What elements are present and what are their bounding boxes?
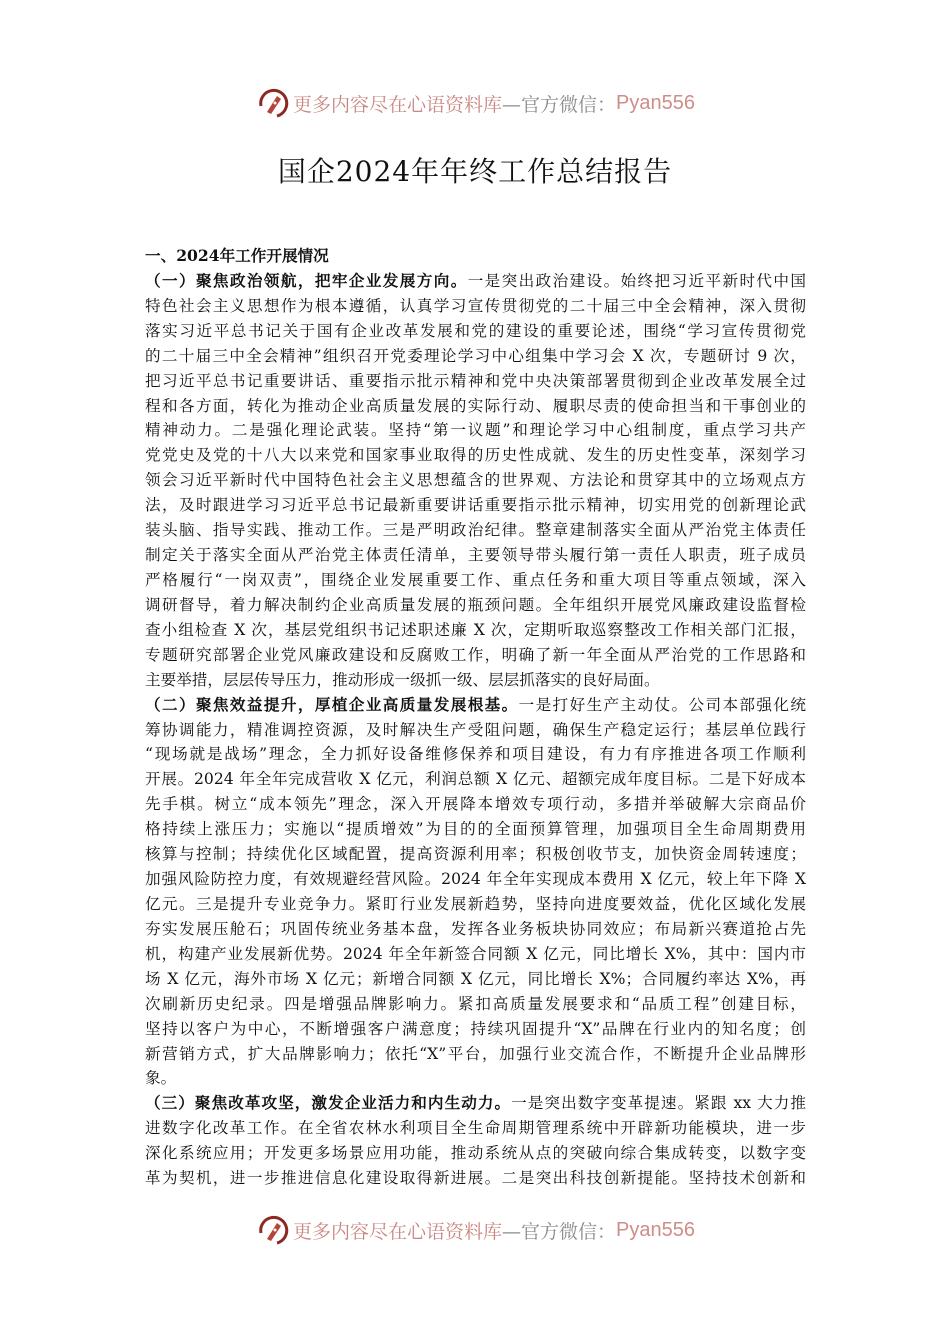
- line-text: 特色社会主义思想作为根本遵循，认真学习宣传贯彻党的二十届三中全会精神，深入贯彻: [145, 296, 806, 315]
- line-text: 制定关于落实全面从严治党主体责任清单，主要领导带头履行第一责任人职责，班子成员: [145, 546, 806, 565]
- paragraph-lead: （三）聚焦改革攻坚，激发企业活力和内生动力。: [145, 1093, 512, 1113]
- line-text: 精神动力。二是强化理论武装。坚持“第一议题”和理论学习中心组制度，重点学习共产: [145, 421, 806, 440]
- paragraph-line: [145, 394, 806, 419]
- document-body: [145, 244, 806, 1191]
- paragraph-line: [145, 1116, 806, 1141]
- line-text: “现场就是战场”理念，全力抓好设备维修保养和项目建设，有力有序推进各项工作顺利: [145, 745, 806, 764]
- watermark-banner-bottom: [0, 1213, 950, 1247]
- line-text: 开展。2024 年全年完成营收 X 亿元，利润总额 X 亿元、超额完成年度目标。二是下好成本: [145, 770, 806, 789]
- watermark-site: 更多内容尽在心语资料库: [293, 93, 503, 116]
- paragraph-line: [145, 867, 806, 892]
- line-text: 进数字化改革工作。在全省农林水利项目全生命周期管理系统中开辟新功能模块，进一步: [145, 1119, 806, 1138]
- line-text: 筹协调能力，精准调控资源，及时解决生产受阻问题，确保生产稳定运行；基层单位践行: [145, 720, 806, 739]
- paragraph-line: [145, 618, 806, 643]
- watermark-banner-top: [0, 86, 950, 120]
- paragraph-lead: （二）聚焦效益提升，厚植企业高质量发展根基。: [145, 694, 519, 714]
- paragraph-line: [145, 1066, 806, 1091]
- paragraph-line: [145, 792, 806, 817]
- paragraph-line: [145, 842, 806, 867]
- line-text: 查小组检查 X 次，基层党组织书记述职述廉 X 次，定期听取巡察整改工作相关部门汇报，: [145, 620, 806, 639]
- line-text: 亿元。三是提升专业竞争力。紧盯行业发展新趋势，坚持向进度要效益，优化区域化发展: [145, 894, 806, 913]
- watermark-separator: —官方微信：: [502, 93, 617, 116]
- paragraph-line: [145, 1166, 806, 1191]
- paragraph-line: [145, 1042, 806, 1067]
- line-text: 领会习近平新时代中国特色社会主义思想蕴含的世界观、方法论和贯穿其中的立场观点方: [145, 471, 806, 490]
- paragraph-line: [145, 443, 806, 468]
- paragraph-line: [145, 344, 806, 369]
- paragraph-line: [145, 892, 806, 917]
- paragraph-line: [145, 1141, 806, 1166]
- paragraph-line: [145, 418, 806, 443]
- watermark-wechat: Pyan556: [616, 91, 695, 114]
- line-text: 次刷新历史纪录。四是增强品牌影响力。紧扣高质量发展要求和“品质工程”创建目标，: [145, 994, 806, 1013]
- line-text: 一是突出政治建设。始终把习近平新时代中国: [467, 271, 806, 290]
- line-text: 新营销方式，扩大品牌影响力；依托“X”平台，加强行业交流合作，不断提升企业品牌形: [145, 1044, 806, 1063]
- paragraph-line: [145, 319, 806, 344]
- paragraph-line: [145, 543, 806, 568]
- line-text: 落实习近平总书记关于国有企业改革发展和党的建设的重要论述，围绕“学习宣传贯彻党: [145, 321, 806, 340]
- watermark-separator: —官方微信：: [502, 1220, 617, 1243]
- pen-logo-icon: [255, 86, 289, 120]
- line-text: 的二十届三中全会精神”组织召开党委理论学习中心组集中学习会 X 次，专题研讨 9 次，: [145, 346, 806, 365]
- paragraph-line: [145, 767, 806, 792]
- watermark-wechat: Pyan556: [616, 1218, 695, 1241]
- paragraph-line: [145, 294, 806, 319]
- pen-logo-icon: [255, 1213, 289, 1247]
- line-text: 党党史及党的十八大以来党和国家事业取得的历史性成就、发生的历史性变革，深刻学习: [145, 446, 806, 465]
- paragraph-line: [145, 942, 806, 967]
- line-text: 革为契机，进一步推进信息化建设取得新进展。二是突出科技创新提能。坚持技术创新和: [145, 1169, 806, 1188]
- paragraph-line: [145, 369, 806, 394]
- paragraph-line: [145, 742, 806, 767]
- line-text: 加强风险防控力度，有效规避经营风险。2024 年全年实现成本费用 X 亿元，较上年下降 X: [145, 870, 806, 889]
- paragraph-line: [145, 468, 806, 493]
- line-text: 专题研究部署企业党风廉政建设和反腐败工作，明确了新一年全面从严治党的工作思路和: [145, 645, 806, 664]
- line-text: 把习近平总书记重要讲话、重要指示批示精神和党中央决策部署贯彻到企业改革发展全过: [145, 371, 806, 390]
- line-text: 夯实发展压舱石；巩固传统业务基本盘，发挥各业务板块协同效应；布局新兴赛道抢占先: [145, 919, 806, 938]
- paragraph-line: [145, 643, 806, 668]
- line-text: 深化系统应用；开发更多场景应用功能，推动系统从点的突破向综合集成转变，以数字变: [145, 1144, 806, 1163]
- line-text: 格持续上涨压力；实施以“提质增效”为目的的全面预算管理，加强项目全生命周期费用: [145, 820, 806, 839]
- line-text: 象。: [145, 1069, 177, 1088]
- section-heading: 一、2024年工作开展情况: [145, 246, 329, 265]
- paragraph-line: [145, 693, 806, 718]
- paragraph-line: [145, 718, 806, 743]
- line-text: 装头脑、指导实践、推动工作。三是严明政治纪律。整章建制落实全面从严治党主体责任: [145, 521, 806, 540]
- paragraph-line: [145, 817, 806, 842]
- line-text: 核算与控制；持续优化区域配置，提高资源利用率；积极创收节支，加快资金周转速度；: [145, 845, 806, 864]
- line-text: 机，构建产业发展新优势。2024 年全年新签合同额 X 亿元，同比增长 X%，其中：国内市: [145, 944, 806, 963]
- paragraph-line: [145, 1091, 806, 1116]
- line-text: 先手棋。树立“成本领先”理念，深入开展降本增效专项行动，多措并举破解大宗商品价: [145, 795, 806, 814]
- paragraph-line: [145, 1017, 806, 1042]
- line-text: 法，及时跟进学习习近平总书记最新重要讲话重要指示批示精神，切实用党的创新理论武: [145, 496, 806, 515]
- line-text: 一是打好生产主动仗。公司本部强化统: [518, 695, 806, 714]
- paragraph-line: [145, 967, 806, 992]
- line-text: 一是突出数字变革提速。紧跟 xx 大力推: [511, 1094, 806, 1113]
- line-text: 坚持以客户为中心，不断增强客户满意度；持续巩固提升“X”品牌在行业内的知名度；创: [145, 1019, 806, 1038]
- paragraph-line: [145, 493, 806, 518]
- watermark-site: 更多内容尽在心语资料库: [293, 1220, 503, 1243]
- paragraph-line: [145, 593, 806, 618]
- paragraph-line: [145, 917, 806, 942]
- paragraph-lead: （一）聚焦政治领航，把牢企业发展方向。: [145, 270, 468, 290]
- paragraph-line: [145, 992, 806, 1017]
- line-text: 程和各方面，转化为推动企业高质量发展的实际行动、履职尽责的使命担当和干事创业的: [145, 396, 806, 415]
- paragraph-line: [145, 269, 806, 294]
- document-title: 国企2024年年终工作总结报告: [277, 155, 673, 188]
- line-text: 严格履行“一岗双责”，围绕企业发展重要工作、重点任务和重大项目等重点领域，深入: [145, 570, 806, 589]
- paragraph-line: [145, 668, 806, 693]
- line-text: 调研督导，着力解决制约企业高质量发展的瓶颈问题。全年组织开展党风廉政建设监督检: [145, 595, 806, 614]
- line-text: 主要举措，层层传导压力，推动形成一级抓一级、层层抓落实的良好局面。: [145, 670, 660, 689]
- line-text: 场 X 亿元，海外市场 X 亿元；新增合同额 X 亿元，同比增长 X%；合同履约率达 X%，再: [145, 969, 806, 988]
- paragraph-line: [145, 518, 806, 543]
- paragraph-line: [145, 568, 806, 593]
